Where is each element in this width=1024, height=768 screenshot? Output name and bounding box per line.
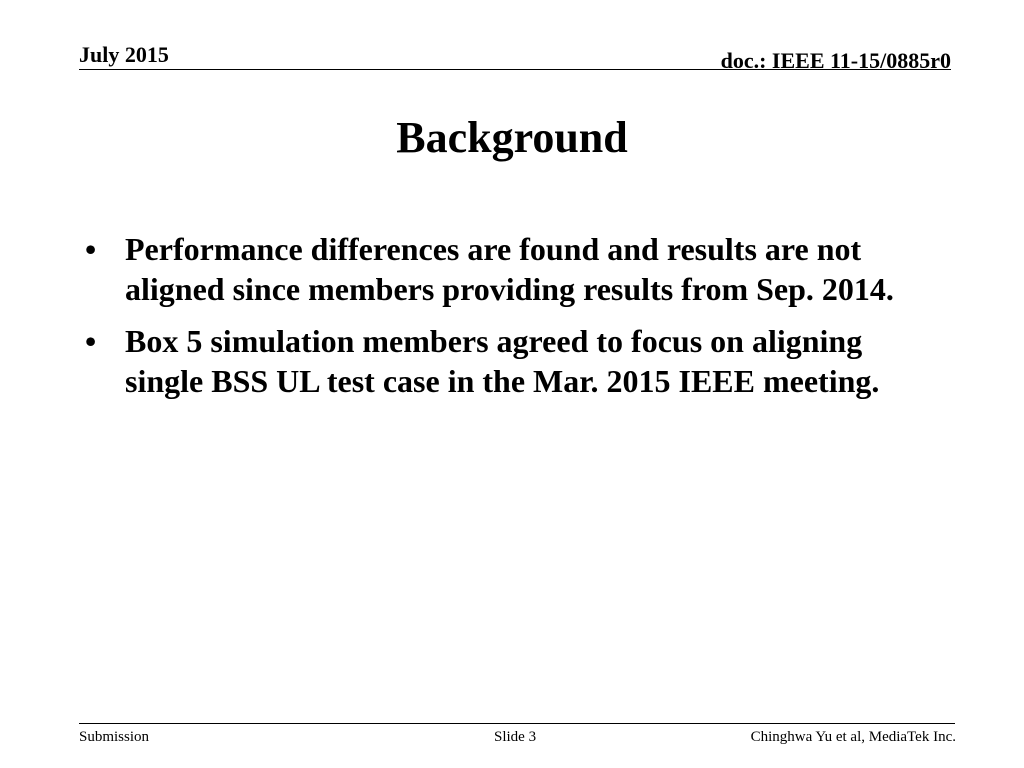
bullet-dot-icon: • (85, 323, 97, 359)
bullet-item (85, 321, 945, 401)
header-doc-id: doc.: IEEE 11-15/0885r0 (720, 48, 951, 73)
bullet-item (85, 229, 945, 309)
footer-submission: Submission (79, 729, 150, 745)
bullet-text: Box 5 simulation members agreed to focus on aligning single BSS UL test case in the Mar. 2015 IEEE meeting. (125, 323, 880, 399)
bullet-dot-icon: • (85, 231, 97, 267)
header-date: July 2015 (79, 42, 169, 67)
slide-title: Background (396, 113, 628, 162)
header-divider (79, 69, 951, 70)
bullet-text: Performance differences are found and results are not aligned since members providing results from Sep. 2014. (125, 231, 894, 307)
bullet-list (85, 229, 945, 413)
footer-divider (79, 723, 955, 724)
footer-author: Chinghwa Yu et al, MediaTek Inc. (750, 729, 956, 745)
footer-slide-number: Slide 3 (494, 729, 537, 745)
